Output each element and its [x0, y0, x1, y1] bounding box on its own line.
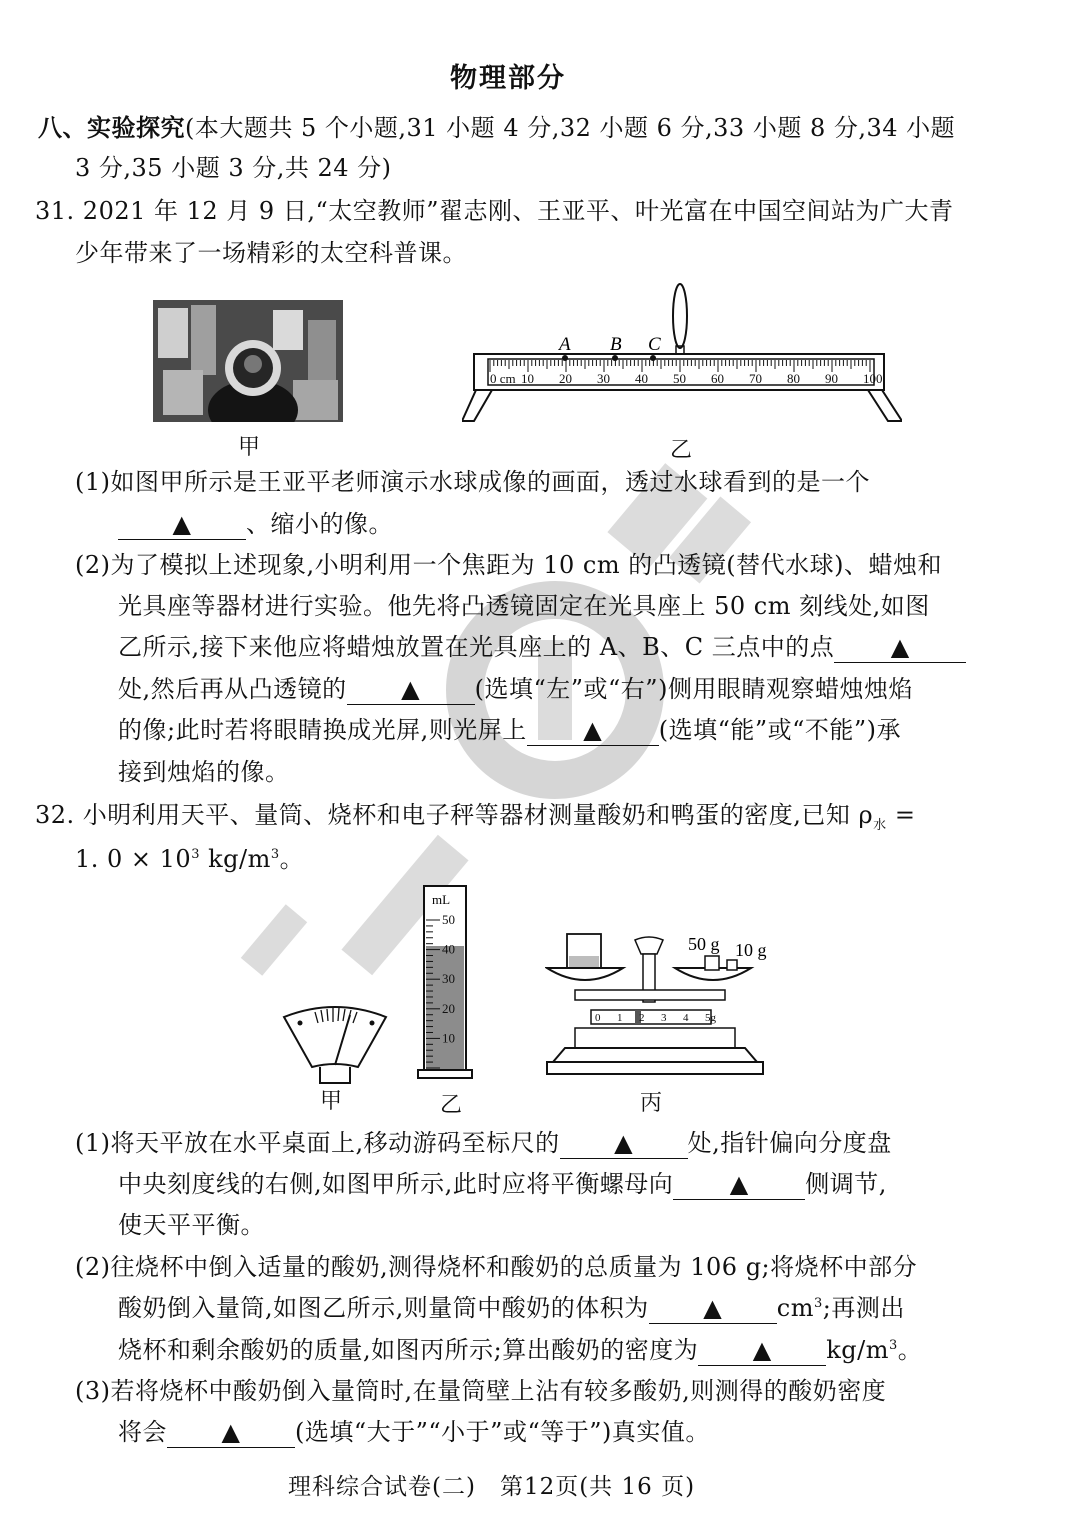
q32-p1-line3: 使天平平衡。 [118, 1211, 265, 1239]
q32-stem-1-text: 32. 小明利用天平、量筒、烧杯和电子秤等器材测量酸奶和鸭蛋的密度,已知 ρ [35, 801, 874, 829]
q31-p2-line4-a: 处,然后再从凸透镜的 [118, 675, 347, 703]
page-title: 物理部分 [450, 63, 566, 94]
density-value: 1. 0 × 10 [75, 845, 192, 873]
point-b-label: B [610, 334, 622, 355]
q32-fig-label-bing: 丙 [640, 1091, 663, 1116]
q32-p1-line1 [75, 1126, 892, 1160]
balance-scale-label: 4 [683, 1012, 689, 1024]
bench-tick-label: 80 [787, 371, 800, 386]
section-note-2: 3 分,35 小题 3 分,共 24 分) [75, 154, 392, 182]
bench-tick-label: 100 [863, 371, 883, 386]
point-c-label: C [648, 334, 661, 355]
rho-subscript: 水 [873, 817, 887, 833]
q32-p2-line3-unit-exp: 3 [888, 1338, 898, 1353]
section-title: 八、实验探究 [38, 113, 185, 142]
space-class-photo [153, 300, 343, 422]
bench-tick-label: 0 cm [490, 371, 516, 386]
bench-tick-label: 90 [825, 371, 838, 386]
page-footer: 理科综合试卷(二) 第12页(共 16 页) [288, 1474, 696, 1500]
weight-50g [705, 956, 719, 970]
q31-fig-label-yi: 乙 [670, 438, 693, 463]
q31-blank-4[interactable]: ▲ [527, 715, 659, 746]
q31-p2-line2: 光具座等器材进行实验。他先将凸透镜固定在光具座上 50 cm 刻线处,如图 [118, 592, 930, 620]
q32-blank-1[interactable]: ▲ [560, 1128, 688, 1159]
q32-stem-1 [35, 798, 915, 832]
cylinder-tick-label: 40 [442, 941, 455, 957]
q32-p3-line2 [118, 1415, 710, 1449]
bench-tick-label: 10 [521, 371, 534, 386]
q31-p2-line3 [118, 630, 966, 664]
q32-p2-line2-a: 酸奶倒入量筒,如图乙所示,则量筒中酸奶的体积为 [118, 1294, 649, 1322]
balance-dial [280, 995, 390, 1085]
q31-p2-line5 [118, 713, 901, 747]
weight-label-10g: 10 g [735, 940, 767, 960]
q32-blank-3[interactable]: ▲ [649, 1293, 777, 1324]
graduated-cylinder [416, 880, 476, 1080]
point-a [562, 355, 568, 361]
optical-bench [462, 278, 902, 428]
q31-stem-1: 31. 2021 年 12 月 9 日,“太空教师”翟志刚、王亚平、叶光富在中国空间站为广大青 [35, 197, 954, 225]
section-heading [38, 111, 955, 145]
q32-p3-line2-b: (选填“大于”“小于”或“等于”)真实值。 [295, 1418, 710, 1446]
q31-blank-3[interactable]: ▲ [347, 674, 475, 705]
balance-scale [545, 930, 785, 1080]
q31-p2-line3-text: 乙所示,接下来他应将蜡烛放置在光具座上的 A、B、C 三点中的点 [118, 633, 835, 661]
cylinder-tick-label: 50 [442, 912, 455, 927]
cylinder-tick-label: 30 [442, 971, 455, 987]
q32-p1-line1-b: 处,指针偏向分度盘 [687, 1129, 892, 1157]
q32-stem-2 [75, 842, 304, 876]
bench-tick-label: 60 [711, 371, 724, 386]
bench-tick-label: 40 [635, 371, 648, 386]
balance-scale-label: 2 [639, 1012, 645, 1024]
bench-tick-label: 70 [749, 371, 762, 386]
q31-blank-1[interactable]: ▲ [118, 509, 246, 540]
q31-p2-line1: (2)为了模拟上述现象,小明利用一个焦距为 10 cm 的凸透镜(替代水球)、蜡烛和 [75, 551, 942, 579]
q32-p1-line1-a: (1)将天平放在水平桌面上,移动游码至标尺的 [75, 1129, 560, 1157]
point-b [612, 355, 618, 361]
point-c [650, 355, 656, 361]
q32-p1-line2-a: 中央刻度线的右侧,如图甲所示,此时应将平衡螺母向 [118, 1170, 674, 1198]
cylinder-unit: mL [432, 892, 451, 907]
density-exp: 3 [191, 847, 200, 862]
q32-p3-line2-a: 将会 [118, 1418, 167, 1446]
weight-label-50g: 50 g [688, 934, 720, 954]
q32-p2-line2 [118, 1291, 905, 1325]
q31-stem-2: 少年带来了一场精彩的太空科普课。 [75, 239, 467, 267]
rider-scale [591, 1010, 711, 1024]
convex-lens [673, 284, 687, 348]
q31-p2-line6: 接到烛焰的像。 [118, 758, 290, 786]
q31-p2-line4-b: (选填“左”或“右”)侧用眼睛观察蜡烛烛焰 [474, 675, 913, 703]
q31-p2-line4 [118, 672, 913, 706]
q32-p2-line2-c: ;再测出 [822, 1294, 905, 1322]
balance-scale-label: 5g [705, 1012, 716, 1024]
balance-scale-label: 1 [617, 1012, 623, 1024]
q32-p2-line3 [118, 1333, 922, 1367]
q32-fig-label-yi: 乙 [440, 1093, 463, 1118]
q32-eq: = [886, 801, 916, 829]
weight-10g [727, 960, 737, 970]
q32-p2-unit: cm [776, 1294, 814, 1322]
q31-p2-line5-b: (选填“能”或“不能”)承 [658, 716, 902, 744]
q31-p1-line1: (1)如图甲所示是王亚平老师演示水球成像的画面，透过水球看到的是一个 [75, 468, 870, 496]
q31-blank-2[interactable]: ▲ [834, 632, 966, 663]
q31-fig-label-jia: 甲 [238, 435, 261, 460]
q32-p1-line2 [118, 1167, 887, 1201]
q32-p2-line1: (2)往烧杯中倒入适量的酸奶,测得烧杯和酸奶的总质量为 106 g;将烧杯中部分 [75, 1253, 918, 1281]
section-note-1: (本大题共 5 个小题,31 小题 4 分,32 小题 6 分,33 小题 8 分,34 小题 [185, 114, 956, 142]
density-unit-exp: 3 [270, 847, 280, 862]
q32-blank-2[interactable]: ▲ [673, 1169, 805, 1200]
q32-fig-label-jia: 甲 [320, 1089, 343, 1114]
q32-p2-line3-c: 。 [897, 1336, 923, 1364]
point-a-label: A [559, 334, 571, 355]
q31-p1-line2 [118, 507, 393, 541]
q32-p2-line3-unit: kg/m [826, 1336, 889, 1364]
q31-p2-line5-a: 的像;此时若将眼睛换成光屏,则光屏上 [118, 716, 527, 744]
bench-tick-label: 50 [673, 371, 686, 386]
q32-p3-line1: (3)若将烧杯中酸奶倒入量筒时,在量筒壁上沾有较多酸奶,则测得的酸奶密度 [75, 1377, 887, 1405]
q32-p2-unit-exp: 3 [813, 1296, 823, 1311]
q32-p1-line2-b: 侧调节, [805, 1170, 887, 1198]
q32-blank-5[interactable]: ▲ [167, 1417, 295, 1448]
q31-p1-line2-text: 、缩小的像。 [246, 510, 393, 538]
density-unit: kg/m [199, 845, 271, 873]
bench-tick-label: 20 [559, 371, 572, 386]
cylinder-tick-label: 10 [442, 1030, 455, 1046]
q32-p2-line3-a: 烧杯和剩余酸奶的质量,如图丙所示;算出酸奶的密度为 [118, 1336, 699, 1364]
density-end: 。 [279, 845, 305, 873]
balance-scale-label: 0 [595, 1012, 601, 1024]
bench-tick-label: 30 [597, 371, 610, 386]
cylinder-tick-label: 20 [442, 1000, 455, 1016]
q32-blank-4[interactable]: ▲ [698, 1335, 826, 1366]
balance-scale-label: 3 [661, 1012, 667, 1024]
